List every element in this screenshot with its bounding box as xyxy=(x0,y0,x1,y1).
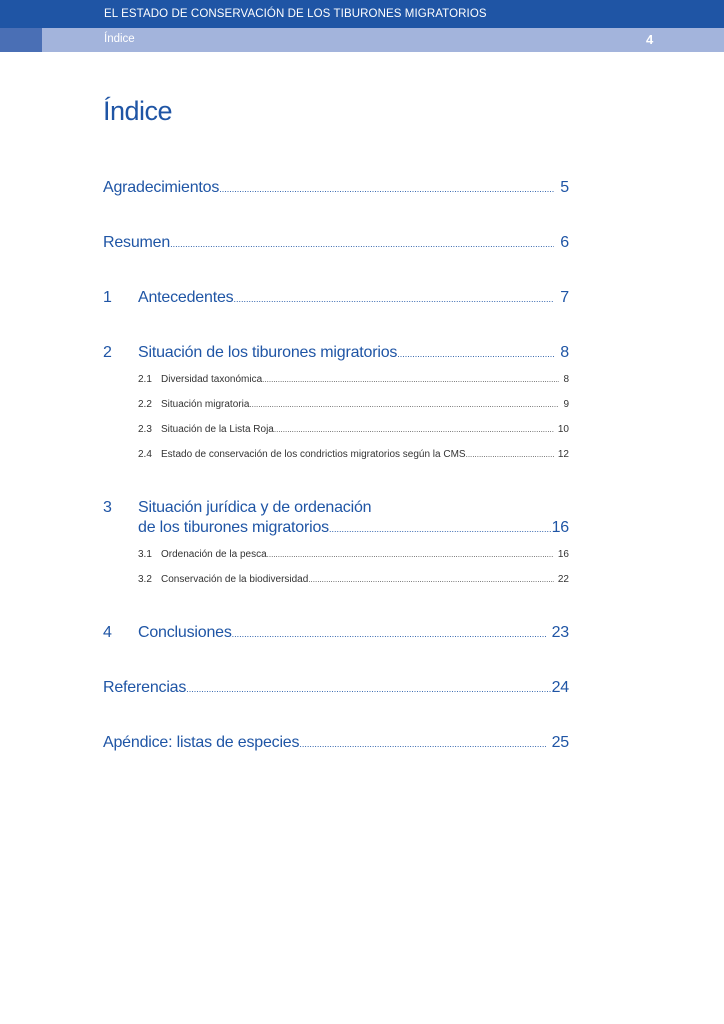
toc-entry-title: Referencias xyxy=(103,679,187,696)
toc-subentry-2-2[interactable] xyxy=(138,399,569,410)
toc-subentry-page: 9 xyxy=(563,399,569,410)
toc-subentry-number: 2.3 xyxy=(138,424,152,435)
toc-entry-number: 2 xyxy=(103,344,112,361)
toc-subentry-title: Estado de conservación de los condrictios migratorios según la CMS xyxy=(161,449,466,460)
toc-subentry-title: Conservación de la biodiversidad xyxy=(161,574,309,585)
toc-subentry-page: 22 xyxy=(557,574,569,585)
toc-entry-title: Antecedentes xyxy=(138,289,234,306)
toc-subentry-3-2[interactable] xyxy=(138,574,569,585)
dot-leader xyxy=(233,294,554,304)
section-name: Índice xyxy=(104,33,135,45)
toc-subentry-number: 3.2 xyxy=(138,574,152,585)
toc-entry-title: Situación de los tiburones migratorios xyxy=(138,344,398,361)
dot-leader xyxy=(329,524,551,534)
toc-subentry-title: Diversidad taxonómica xyxy=(161,374,263,385)
toc-entry-page: 7 xyxy=(560,289,569,306)
toc-entry-chapter-4[interactable] xyxy=(103,624,569,642)
toc-entry-number-chapter-3: 3 xyxy=(103,499,112,516)
toc-subentry-title: Situación migratoria xyxy=(161,399,250,410)
dot-leader xyxy=(397,349,554,359)
toc-entry-title: Apéndice: listas de especies xyxy=(103,734,300,751)
toc-subentry-page: 10 xyxy=(557,424,569,435)
dot-leader xyxy=(249,400,559,409)
dot-leader xyxy=(308,575,554,584)
dot-leader xyxy=(299,739,545,749)
toc-subentry-2-3[interactable] xyxy=(138,424,569,435)
toc-subentry-title: Ordenación de la pesca xyxy=(161,549,267,560)
toc-subentry-number: 2.4 xyxy=(138,449,152,460)
toc-entry-title-chapter-3-line1[interactable]: Situación jurídica y de ordenación xyxy=(138,499,372,516)
dot-leader xyxy=(267,550,554,559)
toc-entry-page: 5 xyxy=(560,179,569,196)
dot-leader xyxy=(232,629,546,639)
toc-entry-title: Agradecimientos xyxy=(103,179,220,196)
toc-subentry-number: 2.1 xyxy=(138,374,152,385)
toc-subentry-title: Situación de la Lista Roja xyxy=(161,424,274,435)
toc-entry-title: Resumen xyxy=(103,234,171,251)
toc-entry-page: 16 xyxy=(551,519,569,536)
toc-entry-chapter-3[interactable] xyxy=(103,519,569,537)
toc-entry-chapter-2[interactable] xyxy=(103,344,569,362)
toc-entry-title: de los tiburones migratorios xyxy=(138,519,329,536)
dot-leader xyxy=(186,684,550,694)
toc-entry-number: 4 xyxy=(103,624,112,641)
toc-entry-title: Conclusiones xyxy=(138,624,232,641)
toc-subentry-3-1[interactable] xyxy=(138,549,569,560)
toc-entry-page: 8 xyxy=(560,344,569,361)
toc-entry-agradecimientos[interactable] xyxy=(103,179,569,197)
toc-entry-apendice[interactable] xyxy=(103,734,569,752)
document-title: EL ESTADO DE CONSERVACIÓN DE LOS TIBURONES MIGRATORIOS xyxy=(104,8,487,20)
dot-leader xyxy=(219,184,554,194)
toc-entry-page: 25 xyxy=(551,734,569,751)
dot-leader xyxy=(262,375,559,384)
page-title: Índice xyxy=(103,96,173,126)
toc-entry-resumen[interactable] xyxy=(103,234,569,252)
toc-entry-page: 24 xyxy=(551,679,569,696)
toc-subentry-page: 8 xyxy=(563,374,569,385)
toc-subentry-page: 12 xyxy=(557,449,569,460)
toc-subentry-number: 3.1 xyxy=(138,549,152,560)
toc-entry-chapter-1[interactable] xyxy=(103,289,569,307)
toc-subentry-number: 2.2 xyxy=(138,399,152,410)
dot-leader xyxy=(170,239,554,249)
toc-subentry-2-1[interactable] xyxy=(138,374,569,385)
toc-entry-number: 1 xyxy=(103,289,112,306)
page-number: 4 xyxy=(646,32,654,47)
toc-subentry-2-4[interactable] xyxy=(138,449,569,460)
toc-subentry-page: 16 xyxy=(557,549,569,560)
dot-leader xyxy=(466,450,554,459)
toc-entry-referencias[interactable] xyxy=(103,679,569,697)
toc-entry-page: 23 xyxy=(551,624,569,641)
toc-entry-page: 6 xyxy=(560,234,569,251)
dot-leader xyxy=(274,425,554,434)
